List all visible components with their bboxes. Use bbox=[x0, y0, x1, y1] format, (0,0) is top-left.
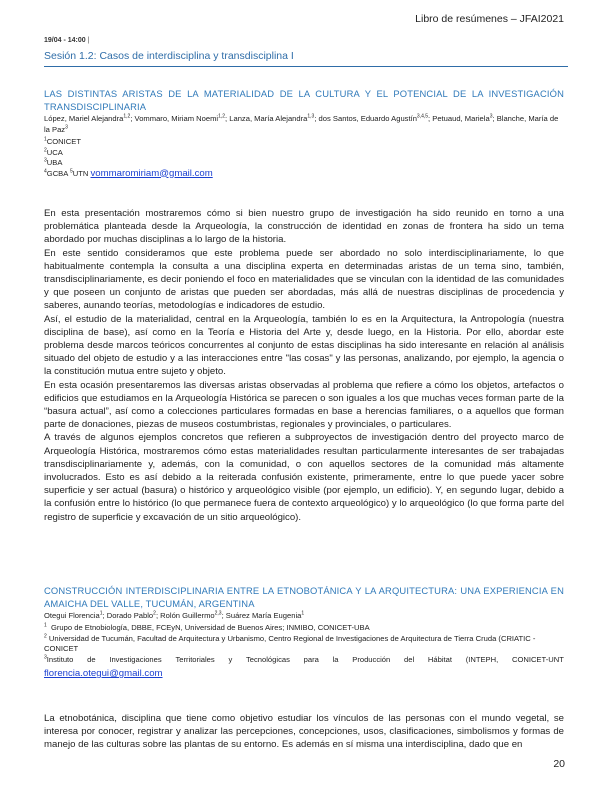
affil-text: Universidad de Tucumán, Facultad de Arquitectura y Urbanismo, Centro Regional de Investigaciones de Arquitectura de Tierra Cruda (CRIATIC - CONICET bbox=[44, 633, 536, 653]
affil-text: UTN bbox=[72, 168, 91, 178]
author-name: ; Vommaro, Miriam Noemi bbox=[130, 114, 219, 123]
abstract2-title: CONSTRUCCIÓN INTERDISCIPLINARIA ENTRE LA ETNOBOTÁNICA Y LA ARQUITECTURA: UNA EXPERIENCIA EN AMAICHA DEL VALLE, TUCUMÁN, ARGENTINA bbox=[44, 585, 564, 609]
paragraph: A través de algunos ejemplos concretos que refieren a subproyectos de investigación dentro del proyecto marco de Arqueología Histórica, mostraremos cómo estas materialidades resultan particularmente interesantes de ser trabajadas transdisciplinariamente y, además, con la comunidad, o con aquellos sectores de la comunidad más altamente involucrados. Esto es así debido a la reiterada confusión existente, primeramente, entre lo que puede yacer sobre superficie y ser actual (basura) o histórico y arqueológico visible (por ejemplo, un edificio). Y, en segundo lugar, debido a la confusión entre lo histórico (lo que permanece fuera de contexto arqueológico) y lo arqueológico (lo que forma parte del registro de superficie y excavación de un sitio arqueológico). bbox=[44, 432, 564, 523]
affil-number: 4 bbox=[44, 167, 47, 174]
affil-word: Investigaciones bbox=[109, 654, 162, 664]
author-affil-ref: 2,3 bbox=[214, 610, 222, 617]
affil-number: 3 bbox=[44, 157, 47, 164]
abstract1-authors bbox=[44, 114, 564, 135]
abstract2-affiliations bbox=[44, 623, 564, 680]
affiliation bbox=[44, 148, 564, 159]
paragraph: Así, el estudio de la materialidad, central en la Arqueología, también lo es en la Arquitectura, la Antropología (nuestra disciplina de base), así como en la Teoría e Historia del Arte y, desde luego, en la Historia. Por ello, abordar este problema desde marcos teóricos concurrentes al conjunto de estas disciplinas ha sido interesante en relación al análisis situado del objeto de estudio y a las interacciones entre "las cosas" y las personas, analizando, por ejemplo, la agencia o la constitución mutua entre sujeto y objeto. bbox=[44, 313, 564, 378]
author-name: ; dos Santos, Eduardo Agustín bbox=[314, 114, 417, 123]
affil-word bbox=[44, 655, 73, 666]
author-affil-ref: 1,3 bbox=[307, 113, 315, 120]
affil-word: la bbox=[332, 654, 339, 664]
affiliation bbox=[44, 169, 564, 180]
session-title: Sesión 1.2: Casos de interdisciplina y transdisciplina I bbox=[44, 50, 294, 62]
affil-number: 3 bbox=[44, 653, 47, 660]
author-name: ; Dorado Pablo bbox=[102, 611, 154, 620]
affil-word: Producción bbox=[352, 654, 391, 664]
abstract1-title: LAS DISTINTAS ARISTAS DE LA MATERIALIDAD DE LA CULTURA Y EL POTENCIAL DE LA INVESTIGACIÓN TRANSDISCIPLINARIA bbox=[44, 88, 564, 112]
running-header: Libro de resúmenes – JFAI2021 bbox=[415, 13, 564, 25]
affiliation bbox=[44, 137, 564, 148]
affil-word: Hábitat bbox=[427, 654, 452, 664]
author-name: ; Petuaud, Mariela bbox=[428, 114, 490, 123]
author-name: ; Suárez María Eugenia bbox=[221, 611, 302, 620]
paragraph: En este sentido consideramos que este problema puede ser abordado no solo interdisciplinariamente, lo que habitualmente contempla la consulta a una disciplina experta en determinadas aristas de un tema sino, también, transdisciplinariamente, es decir poniendo el foco en materialidades que se vinculan con la identidad de las comunidades y que poseen un conjunto de aristas que pueden ser abordadas, más allá de nuestras disciplinas de procedencia y saberes, aunando teorías, metodologías e indicadores de estudio. bbox=[44, 247, 564, 312]
affil-text: Grupo de Etnobiología, DBBE, FCEyN, Universidad de Buenos Aires; INMIBO, CONICET-UBA bbox=[46, 623, 370, 632]
affil-text: UCA bbox=[46, 147, 63, 157]
session-time-text: 19/04 - 14:00 bbox=[44, 37, 86, 44]
abstract1-affiliations bbox=[44, 137, 564, 179]
affil-word: CONICET-UNT bbox=[511, 654, 564, 664]
affil-number: 5 bbox=[70, 167, 73, 174]
affil-number: 2 bbox=[44, 146, 47, 153]
affil-word: del bbox=[404, 654, 415, 664]
affiliation bbox=[44, 655, 564, 666]
affil-word: Tecnológicas bbox=[245, 654, 290, 664]
author-affil-ref: 1,2 bbox=[218, 113, 226, 120]
session-time bbox=[44, 37, 89, 44]
affiliation bbox=[44, 623, 564, 634]
author-affil-ref: 2 bbox=[153, 610, 156, 617]
affil-word: (INTEPH, bbox=[465, 654, 499, 664]
affil-word: para bbox=[303, 654, 319, 664]
affil-word: y bbox=[228, 654, 233, 664]
email-line bbox=[44, 669, 564, 680]
affil-text: GCBA bbox=[46, 168, 70, 178]
author-affil-ref: 3,4,5 bbox=[416, 113, 429, 120]
affil-number: 1 bbox=[44, 136, 47, 143]
author-name: ; Blanche, María de la Paz bbox=[44, 114, 559, 134]
affil-text: UBA bbox=[46, 158, 63, 167]
affiliation bbox=[44, 634, 564, 655]
paragraph: En esta presentación mostraremos cómo si bien nuestro grupo de investigación ha sido reunido en torno a una problemática planteada desde la Arqueología, la construcción de identidad en zonas de frontera ha sido un tema abordado por muchas disciplinas a lo largo de la historia. bbox=[44, 208, 564, 246]
paragraph: La etnobotánica, disciplina que tiene como objetivo estudiar los vínculos de las personas con el mundo vegetal, se interesa por conocer, registrar y analizar las percepciones, concepciones, usos, clasificaciones, simbolismos y formas de manejo de las culturas sobre las plantas de su entorno. Es además en sí misma una interdisciplina, dado que en bbox=[44, 713, 564, 751]
paragraph: En esta ocasión presentaremos las diversas aristas observadas al problema que refiere a cómo los objetos, artefactos o edificios que estudiamos en la Arqueología Histórica se parecen o son iguales a los que muchas veces forman parte de la “basura actual”, así como a colecciones particulares formadas en base a herencias familiares, o a aquellos que forman parte de donaciones, piezas de museos costumbristas, regionales y provinciales, o particulares. bbox=[44, 379, 564, 431]
author-affil-ref: 1,2 bbox=[123, 113, 131, 120]
abstract1-body bbox=[44, 207, 564, 524]
author-name: ; Rolón Guillermo bbox=[155, 611, 215, 620]
author-affil-ref: 3 bbox=[65, 123, 68, 130]
session-separator: | bbox=[87, 37, 90, 44]
abstract2-authors bbox=[44, 611, 564, 622]
author-name: López, Mariel Alejandra bbox=[44, 114, 124, 123]
affil-word: de bbox=[87, 654, 96, 664]
author-name: Otegui Florencia bbox=[44, 611, 100, 620]
abstract2-body bbox=[44, 712, 564, 752]
email-link[interactable]: florencia.otegui@gmail.com bbox=[44, 668, 163, 679]
affil-text: CONICET bbox=[46, 137, 81, 146]
author-affil-ref: 3 bbox=[489, 113, 493, 120]
session-divider bbox=[44, 66, 568, 67]
author-name: ; Lanza, María Alejandra bbox=[225, 114, 308, 123]
email-link[interactable]: vommaromiriam@gmail.com bbox=[90, 167, 213, 179]
author-affil-ref: 1 bbox=[301, 610, 305, 617]
affil-number: 2 bbox=[44, 632, 47, 639]
affil-text: Instituto bbox=[46, 654, 74, 664]
affil-number: 1 bbox=[44, 622, 47, 629]
author-affil-ref: 1 bbox=[99, 610, 103, 617]
affil-word: Territoriales bbox=[175, 654, 215, 664]
page-number: 20 bbox=[553, 758, 565, 770]
